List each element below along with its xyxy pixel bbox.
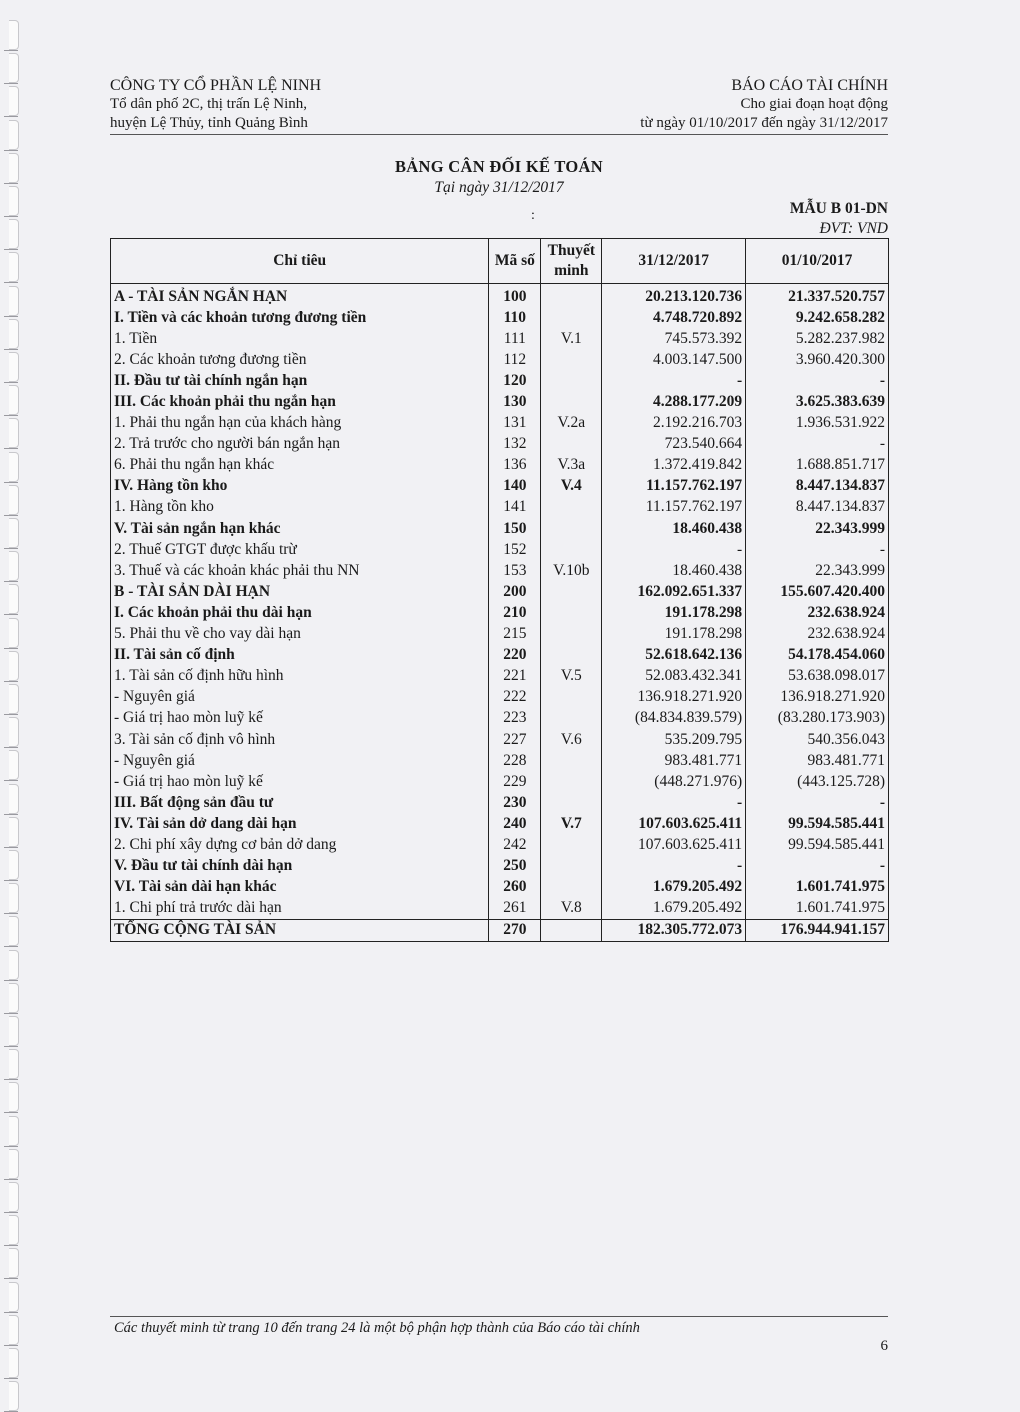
binding-ring <box>9 1282 19 1312</box>
row-item: 3. Thuế và các khoản khác phải thu NN <box>111 560 489 581</box>
row-end-value: 20.213.120.736 <box>602 284 746 308</box>
binding-tick <box>4 814 18 815</box>
binding-tick <box>4 1013 18 1014</box>
row-end-value: - <box>602 792 746 813</box>
binding-ring <box>9 1016 19 1046</box>
binding-ring <box>9 319 19 349</box>
row-end-value: 107.603.625.411 <box>602 834 746 855</box>
binding-tick <box>4 448 18 449</box>
row-code: 261 <box>489 898 541 920</box>
row-item: III. Các khoản phải thu ngắn hạn <box>111 391 489 412</box>
row-end-value: - <box>602 539 746 560</box>
report-title: BÁO CÁO TÀI CHÍNH <box>731 77 888 94</box>
row-note: V.8 <box>541 898 602 920</box>
binding-tick <box>4 581 18 582</box>
row-item: II. Tài sản cố định <box>111 645 489 666</box>
row-note <box>541 856 602 877</box>
row-code: 150 <box>489 518 541 539</box>
binding-ring <box>9 1116 19 1146</box>
row-code: 228 <box>489 750 541 771</box>
row-begin-value: 155.607.420.400 <box>746 581 889 602</box>
binding-strip <box>0 0 26 1401</box>
row-begin-value: - <box>746 539 889 560</box>
row-item: V. Đầu tư tài chính dài hạn <box>111 856 489 877</box>
row-item: B - TÀI SẢN DÀI HẠN <box>111 581 489 602</box>
binding-ring <box>9 651 19 681</box>
row-end-value: 4.288.177.209 <box>602 391 746 412</box>
row-begin-value: - <box>746 856 889 877</box>
binding-ring <box>9 717 19 747</box>
row-begin-value: 99.594.585.441 <box>746 834 889 855</box>
row-note: V.6 <box>541 729 602 750</box>
binding-ring <box>9 850 19 880</box>
table-row <box>111 349 889 370</box>
row-begin-value: 3.960.420.300 <box>746 349 889 370</box>
binding-ring <box>9 252 19 282</box>
row-note <box>541 497 602 518</box>
row-code: 136 <box>489 455 541 476</box>
row-note <box>541 687 602 708</box>
row-item: I. Tiền và các khoản tương đương tiền <box>111 307 489 328</box>
row-item: IV. Tài sản dở dang dài hạn <box>111 813 489 834</box>
binding-ring <box>9 485 19 515</box>
company-block <box>110 76 321 133</box>
binding-tick <box>4 349 18 350</box>
binding-tick <box>4 880 18 881</box>
row-code: 111 <box>489 328 541 349</box>
row-end-value: 52.083.432.341 <box>602 666 746 687</box>
row-end-value: 4.748.720.892 <box>602 307 746 328</box>
row-code: 250 <box>489 856 541 877</box>
row-code: 240 <box>489 813 541 834</box>
row-note <box>541 750 602 771</box>
row-end-value: 723.540.664 <box>602 434 746 455</box>
row-note: V.10b <box>541 560 602 581</box>
sheet-title: BẢNG CÂN ĐỐI KẾ TOÁN <box>394 157 603 176</box>
table-row <box>111 813 889 834</box>
table-row <box>111 834 889 855</box>
row-end-value: 107.603.625.411 <box>602 813 746 834</box>
row-begin-value: 99.594.585.441 <box>746 813 889 834</box>
row-item: - Giá trị hao mòn luỹ kế <box>111 771 489 792</box>
binding-ring <box>9 1049 19 1079</box>
row-end-value: 18.460.438 <box>602 560 746 581</box>
binding-ring <box>9 86 19 116</box>
binding-tick <box>4 780 18 781</box>
binding-ring <box>9 1182 19 1212</box>
currency-unit: ĐVT: VND <box>819 220 888 237</box>
report-period-line2: từ ngày 01/10/2017 đến ngày 31/12/2017 <box>640 115 888 131</box>
row-note <box>541 877 602 898</box>
row-code: 221 <box>489 666 541 687</box>
binding-tick <box>4 980 18 981</box>
binding-ring <box>9 551 19 581</box>
row-item: - Nguyên giá <box>111 687 489 708</box>
table-row <box>111 518 889 539</box>
row-end-value: 191.178.298 <box>602 624 746 645</box>
balance-sheet-table <box>110 238 889 942</box>
binding-ring <box>9 1149 19 1179</box>
binding-ring <box>9 120 19 150</box>
row-end-value: 18.460.438 <box>602 518 746 539</box>
table-row <box>111 370 889 391</box>
form-code: MẪU B 01-DN <box>789 200 888 217</box>
binding-ring <box>9 286 19 316</box>
row-note <box>541 834 602 855</box>
row-note <box>541 645 602 666</box>
row-item: V. Tài sản ngắn hạn khác <box>111 518 489 539</box>
header-end-date: 31/12/2017 <box>602 239 746 284</box>
row-code: 141 <box>489 497 541 518</box>
binding-tick <box>4 714 18 715</box>
binding-tick <box>4 1046 18 1047</box>
row-begin-value: 53.638.098.017 <box>746 666 889 687</box>
row-end-value: 983.481.771 <box>602 750 746 771</box>
binding-ring <box>9 684 19 714</box>
row-end-value: 11.157.762.197 <box>602 497 746 518</box>
table-row <box>111 413 889 434</box>
binding-tick <box>4 1278 18 1279</box>
binding-ring <box>9 950 19 980</box>
binding-ring <box>9 518 19 548</box>
row-note <box>541 581 602 602</box>
binding-ring <box>9 53 19 83</box>
table-row <box>111 645 889 666</box>
row-end-value: (84.834.839.579) <box>602 708 746 729</box>
row-item: VI. Tài sản dài hạn khác <box>111 877 489 898</box>
row-code: 270 <box>489 919 541 941</box>
table-row <box>111 792 889 813</box>
row-note: V.3a <box>541 455 602 476</box>
row-begin-value: 8.447.134.837 <box>746 497 889 518</box>
row-begin-value: 1.688.851.717 <box>746 455 889 476</box>
row-code: 140 <box>489 476 541 497</box>
header-divider <box>110 134 888 135</box>
row-code: 227 <box>489 729 541 750</box>
row-code: 100 <box>489 284 541 308</box>
table-row <box>111 729 889 750</box>
row-note: V.7 <box>541 813 602 834</box>
row-begin-value: 136.918.271.920 <box>746 687 889 708</box>
row-item: - Giá trị hao mòn luỹ kế <box>111 708 489 729</box>
binding-tick <box>4 1378 18 1379</box>
row-code: 112 <box>489 349 541 370</box>
table-row <box>111 497 889 518</box>
row-item: 1. Hàng tồn kho <box>111 497 489 518</box>
binding-tick <box>4 946 18 947</box>
binding-tick <box>4 382 18 383</box>
binding-ring <box>9 1381 19 1411</box>
binding-tick <box>4 681 18 682</box>
header-begin-date: 01/10/2017 <box>746 239 889 284</box>
binding-tick <box>4 913 18 914</box>
binding-ring <box>9 916 19 946</box>
row-end-value: 2.192.216.703 <box>602 413 746 434</box>
row-code: 230 <box>489 792 541 813</box>
binding-tick <box>4 614 18 615</box>
binding-ring <box>9 750 19 780</box>
row-code: 130 <box>489 391 541 412</box>
row-code: 260 <box>489 877 541 898</box>
row-code: 110 <box>489 307 541 328</box>
table-row <box>111 581 889 602</box>
row-end-value: 191.178.298 <box>602 602 746 623</box>
row-begin-value: 176.944.941.157 <box>746 919 889 941</box>
row-note <box>541 624 602 645</box>
row-note <box>541 919 602 941</box>
row-begin-value: - <box>746 792 889 813</box>
row-item: 5. Phải thu về cho vay dài hạn <box>111 624 489 645</box>
row-note: V.2a <box>541 413 602 434</box>
binding-tick <box>4 1179 18 1180</box>
row-end-value: 52.618.642.136 <box>602 645 746 666</box>
row-begin-value: 8.447.134.837 <box>746 476 889 497</box>
footer-note: Các thuyết minh từ trang 10 đến trang 24 là một bộ phận hợp thành của Báo cáo tài chính <box>114 1320 640 1336</box>
binding-ring <box>9 883 19 913</box>
table-row <box>111 898 889 920</box>
company-address-line1: Tổ dân phố 2C, thị trấn Lệ Ninh, <box>110 96 308 112</box>
binding-ring <box>9 153 19 183</box>
row-code: 200 <box>489 581 541 602</box>
binding-tick <box>4 1345 18 1346</box>
row-begin-value: 232.638.924 <box>746 602 889 623</box>
page-number: 6 <box>880 1338 888 1354</box>
binding-tick <box>4 1112 18 1113</box>
row-code: 120 <box>489 370 541 391</box>
header-item: Chỉ tiêu <box>111 239 489 284</box>
binding-ring <box>9 452 19 482</box>
binding-ring <box>9 1315 19 1345</box>
row-end-value: - <box>602 856 746 877</box>
binding-tick <box>4 415 18 416</box>
company-address-line2: huyện Lệ Thủy, tỉnh Quảng Bình <box>110 115 308 131</box>
binding-tick <box>4 249 18 250</box>
row-item: 3. Tài sản cố định vô hình <box>111 729 489 750</box>
table-row <box>111 708 889 729</box>
row-begin-value: 1.601.741.975 <box>746 898 889 920</box>
row-item: 2. Trả trước cho người bán ngắn hạn <box>111 434 489 455</box>
row-item: TỔNG CỘNG TÀI SẢN <box>111 919 489 941</box>
row-begin-value: 232.638.924 <box>746 624 889 645</box>
row-end-value: 136.918.271.920 <box>602 687 746 708</box>
row-note <box>541 434 602 455</box>
report-block <box>640 76 888 133</box>
row-note <box>541 602 602 623</box>
table-row <box>111 284 889 308</box>
binding-ring <box>9 352 19 382</box>
row-note <box>541 708 602 729</box>
binding-tick <box>4 648 18 649</box>
row-note: V.1 <box>541 328 602 349</box>
row-note: V.4 <box>541 476 602 497</box>
row-item: - Nguyên giá <box>111 750 489 771</box>
row-item: 2. Các khoản tương đương tiền <box>111 349 489 370</box>
row-code: 229 <box>489 771 541 792</box>
row-item: 2. Thuế GTGT được khấu trừ <box>111 539 489 560</box>
row-note <box>541 771 602 792</box>
row-item: II. Đầu tư tài chính ngắn hạn <box>111 370 489 391</box>
table-row <box>111 476 889 497</box>
header-code: Mã số <box>489 239 541 284</box>
binding-tick <box>4 150 18 151</box>
binding-tick <box>4 1312 18 1313</box>
header-note-line1: Thuyết <box>547 242 595 259</box>
binding-ring <box>9 584 19 614</box>
binding-tick <box>4 847 18 848</box>
row-item: 2. Chi phí xây dựng cơ bản dở dang <box>111 834 489 855</box>
binding-ring <box>9 418 19 448</box>
table-row <box>111 877 889 898</box>
row-begin-value: - <box>746 370 889 391</box>
table-row <box>111 771 889 792</box>
binding-tick <box>4 548 18 549</box>
row-end-value: 4.003.147.500 <box>602 349 746 370</box>
table-row <box>111 455 889 476</box>
row-code: 131 <box>489 413 541 434</box>
row-code: 132 <box>489 434 541 455</box>
binding-tick <box>4 747 18 748</box>
row-code: 153 <box>489 560 541 581</box>
table-body <box>111 284 889 942</box>
binding-ring <box>9 1348 19 1378</box>
row-item: IV. Hàng tồn kho <box>111 476 489 497</box>
binding-ring <box>9 20 19 50</box>
row-end-value: 1.372.419.842 <box>602 455 746 476</box>
row-code: 222 <box>489 687 541 708</box>
binding-ring <box>9 1082 19 1112</box>
row-end-value: 535.209.795 <box>602 729 746 750</box>
row-item: 1. Phải thu ngắn hạn của khách hàng <box>111 413 489 434</box>
row-code: 220 <box>489 645 541 666</box>
row-begin-value: 22.343.999 <box>746 560 889 581</box>
binding-tick <box>4 482 18 483</box>
row-begin-value: 3.625.383.639 <box>746 391 889 412</box>
row-note <box>541 391 602 412</box>
row-begin-value: 540.356.043 <box>746 729 889 750</box>
row-end-value: (448.271.976) <box>602 771 746 792</box>
row-note <box>541 539 602 560</box>
binding-ring <box>9 784 19 814</box>
row-begin-value: - <box>746 434 889 455</box>
binding-tick <box>4 50 18 51</box>
binding-tick <box>4 515 18 516</box>
row-item: III. Bất động sản đầu tư <box>111 792 489 813</box>
row-item: 6. Phải thu ngắn hạn khác <box>111 455 489 476</box>
binding-ring <box>9 186 19 216</box>
row-code: 215 <box>489 624 541 645</box>
row-begin-value: 22.343.999 <box>746 518 889 539</box>
table-row <box>111 560 889 581</box>
row-begin-value: 983.481.771 <box>746 750 889 771</box>
row-item: 1. Chi phí trả trước dài hạn <box>111 898 489 920</box>
table-row <box>111 919 889 941</box>
table-row <box>111 750 889 771</box>
row-note <box>541 370 602 391</box>
header-note <box>541 239 602 284</box>
table-row <box>111 666 889 687</box>
binding-ring <box>9 1215 19 1245</box>
table-row <box>111 307 889 328</box>
binding-tick <box>4 1212 18 1213</box>
stray-colon: : <box>531 208 535 223</box>
row-begin-value: 54.178.454.060 <box>746 645 889 666</box>
row-begin-value: (83.280.173.903) <box>746 708 889 729</box>
binding-tick <box>4 83 18 84</box>
row-item: I. Các khoản phải thu dài hạn <box>111 602 489 623</box>
table-row <box>111 391 889 412</box>
binding-tick <box>4 1245 18 1246</box>
row-begin-value: 1.601.741.975 <box>746 877 889 898</box>
binding-ring <box>9 385 19 415</box>
row-begin-value: 9.242.658.282 <box>746 307 889 328</box>
binding-ring <box>9 983 19 1013</box>
row-item: 1. Tiền <box>111 328 489 349</box>
row-begin-value: 21.337.520.757 <box>746 284 889 308</box>
table-row <box>111 328 889 349</box>
table-row <box>111 687 889 708</box>
binding-tick <box>4 183 18 184</box>
row-note <box>541 349 602 370</box>
table-row <box>111 434 889 455</box>
table-row <box>111 539 889 560</box>
row-end-value: 745.573.392 <box>602 328 746 349</box>
row-code: 210 <box>489 602 541 623</box>
binding-tick <box>4 1146 18 1147</box>
row-begin-value: 1.936.531.922 <box>746 413 889 434</box>
footer-divider <box>110 1316 888 1317</box>
row-note <box>541 284 602 308</box>
binding-ring <box>9 618 19 648</box>
row-note: V.5 <box>541 666 602 687</box>
row-end-value: 1.679.205.492 <box>602 898 746 920</box>
header-note-line2: minh <box>554 262 589 279</box>
row-end-value: - <box>602 370 746 391</box>
table-row <box>111 856 889 877</box>
binding-tick <box>4 282 18 283</box>
binding-ring <box>9 817 19 847</box>
row-code: 242 <box>489 834 541 855</box>
binding-tick <box>4 216 18 217</box>
row-note <box>541 307 602 328</box>
row-note <box>541 792 602 813</box>
row-item: 1. Tài sản cố định hữu hình <box>111 666 489 687</box>
row-end-value: 1.679.205.492 <box>602 877 746 898</box>
table-row <box>111 624 889 645</box>
row-item: A - TÀI SẢN NGẮN HẠN <box>111 284 489 308</box>
table-row <box>111 602 889 623</box>
row-code: 223 <box>489 708 541 729</box>
row-note <box>541 518 602 539</box>
table-header-row <box>111 239 889 284</box>
row-end-value: 162.092.651.337 <box>602 581 746 602</box>
company-name: CÔNG TY CỔ PHẦN LỆ NINH <box>110 77 322 94</box>
row-begin-value: (443.125.728) <box>746 771 889 792</box>
binding-tick <box>4 1079 18 1080</box>
binding-ring <box>9 219 19 249</box>
row-end-value: 11.157.762.197 <box>602 476 746 497</box>
report-period-line1: Cho giai đoạn hoạt động <box>740 96 888 112</box>
row-end-value: 182.305.772.073 <box>602 919 746 941</box>
row-begin-value: 5.282.237.982 <box>746 328 889 349</box>
row-code: 152 <box>489 539 541 560</box>
binding-tick <box>4 116 18 117</box>
binding-tick <box>4 316 18 317</box>
binding-ring <box>9 1248 19 1278</box>
sheet-subtitle: Tại ngày 31/12/2017 <box>434 179 564 196</box>
